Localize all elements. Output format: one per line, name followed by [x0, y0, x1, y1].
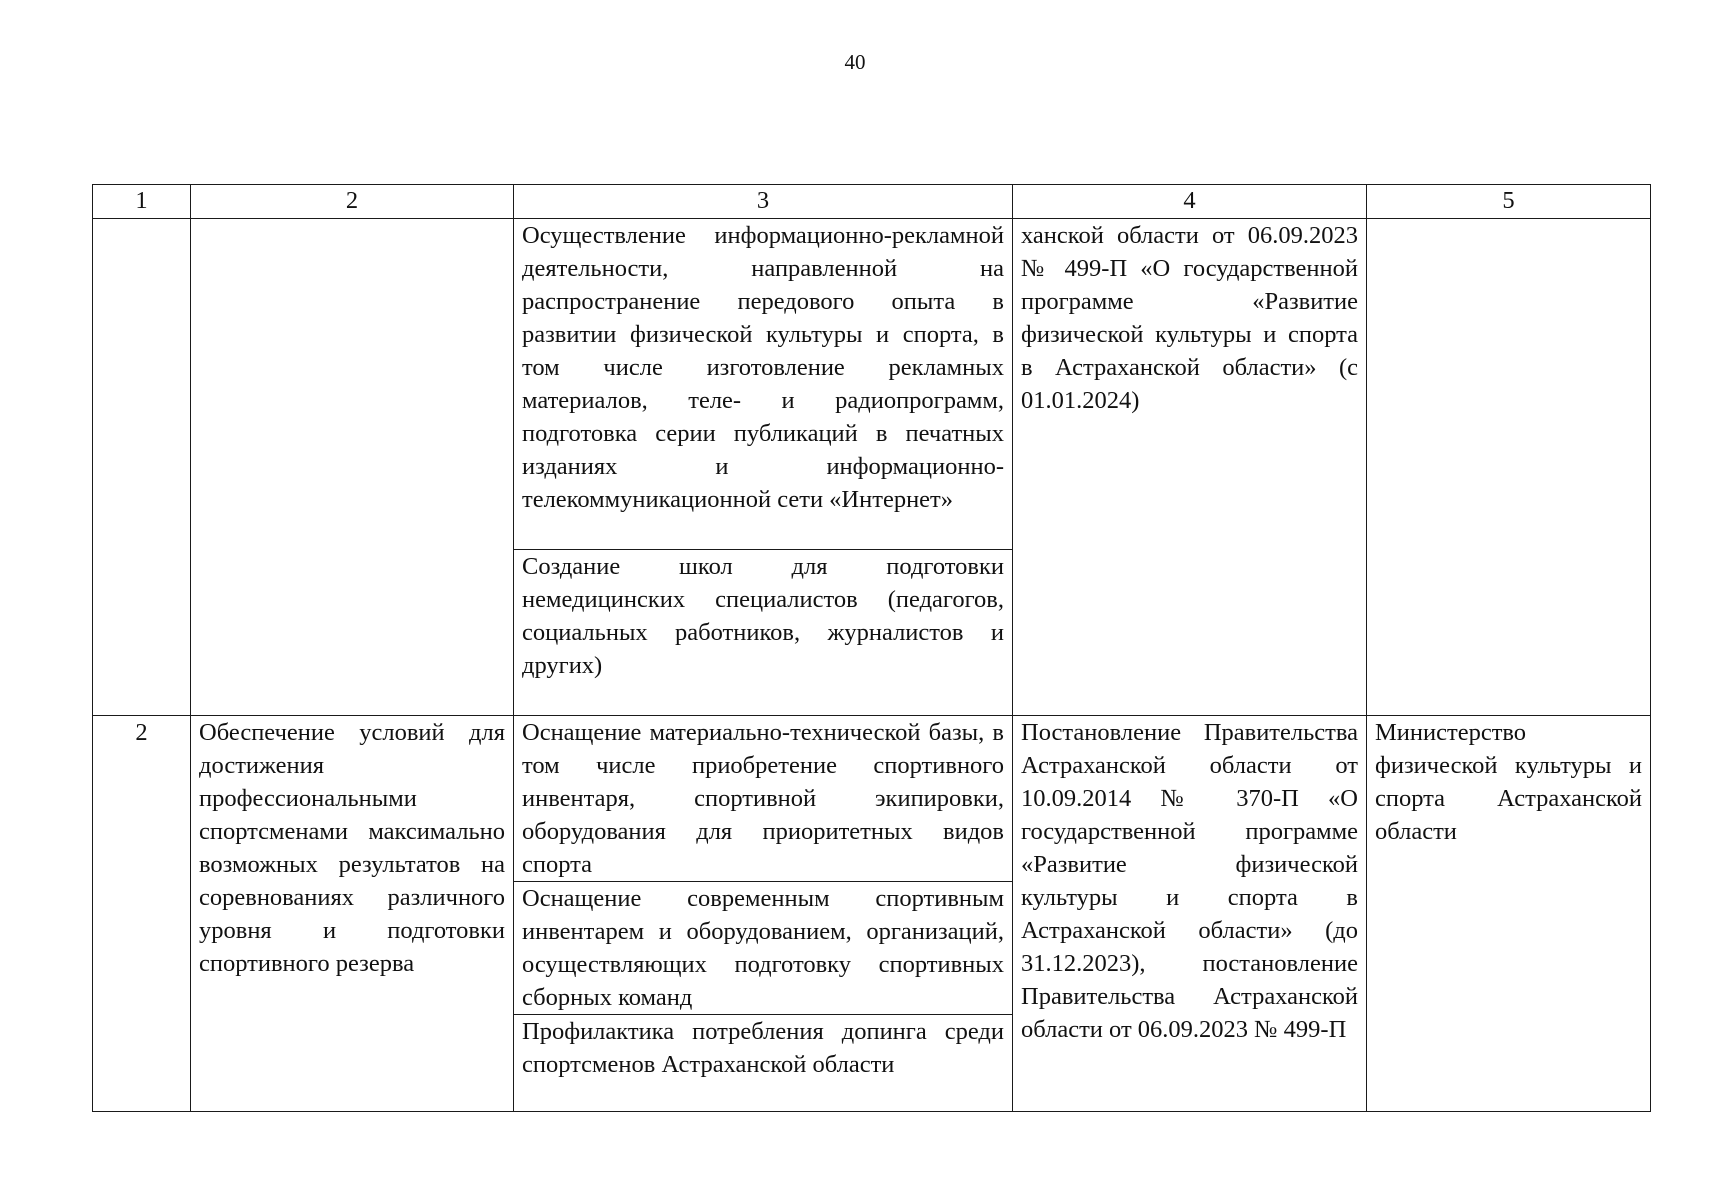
table-header-row	[93, 185, 1651, 219]
measure-item: Оснащение современным спортивным инвентарем и оборудованием, организаций, осуществляющих подготовку спортивных сборных команд	[514, 881, 1012, 1014]
measure-item: Профилактика потребления допинга среди спортсменов Астраханской области	[514, 1014, 1012, 1081]
legal-basis-cell: ханской области от 06.09.2023 № 499-П «О государственной программе «Развитие физической культуры и спорта в Астраханской области» (с 01.01.2024)	[1013, 219, 1367, 716]
column-header: 4	[1013, 185, 1367, 219]
column-header: 1	[93, 185, 191, 219]
measures-cell	[514, 716, 1013, 1112]
row-number-cell	[93, 219, 191, 716]
measure-item: Создание школ для подготовки немедицинских специалистов (педагогов, социальных работников, журналистов и других)	[514, 549, 1012, 682]
table-row	[93, 219, 1651, 716]
column-header: 2	[191, 185, 514, 219]
row-number-cell: 2	[93, 716, 191, 1112]
executor-cell	[1367, 219, 1651, 716]
measures-table	[92, 184, 1651, 1112]
column-header: 3	[514, 185, 1013, 219]
legal-basis-cell: Постановление Правительства Астраханской области от 10.09.2014 № 370-П «О государственной программе «Развитие физической культуры и спорта в Астраханской области» (до 31.12.2023), постановление Правительства Астраханской области от 06.09.2023 № 499-П	[1013, 716, 1367, 1112]
table-row	[93, 716, 1651, 1112]
page-number: 40	[844, 50, 866, 74]
measure-item: Осуществление информационно-рекламной деятельности, направленной на распространение передового опыта в развитии физической культуры и спорта, в том числе изготовление рекламных материалов, теле- и радиопрограмм, подготовка серии публикаций в печатных изданиях и информационно-телекоммуникационной сети «Интернет»	[522, 222, 1004, 513]
measures-cell	[514, 219, 1013, 716]
measure-item: Оснащение материально-технической базы, в том числе приобретение спортивного инвентаря, спортивной экипировки, оборудования для приоритетных видов спорта	[522, 719, 1004, 878]
executor-cell: Министерство физической культуры и спорта Астраханской области	[1367, 716, 1651, 1112]
task-cell: Обеспечение условий для достижения профессиональными спортсменами максимально возможных результатов на соревнованиях различного уровня и подготовки спортивного резерва	[191, 716, 514, 1112]
column-header: 5	[1367, 185, 1651, 219]
task-cell	[191, 219, 514, 716]
